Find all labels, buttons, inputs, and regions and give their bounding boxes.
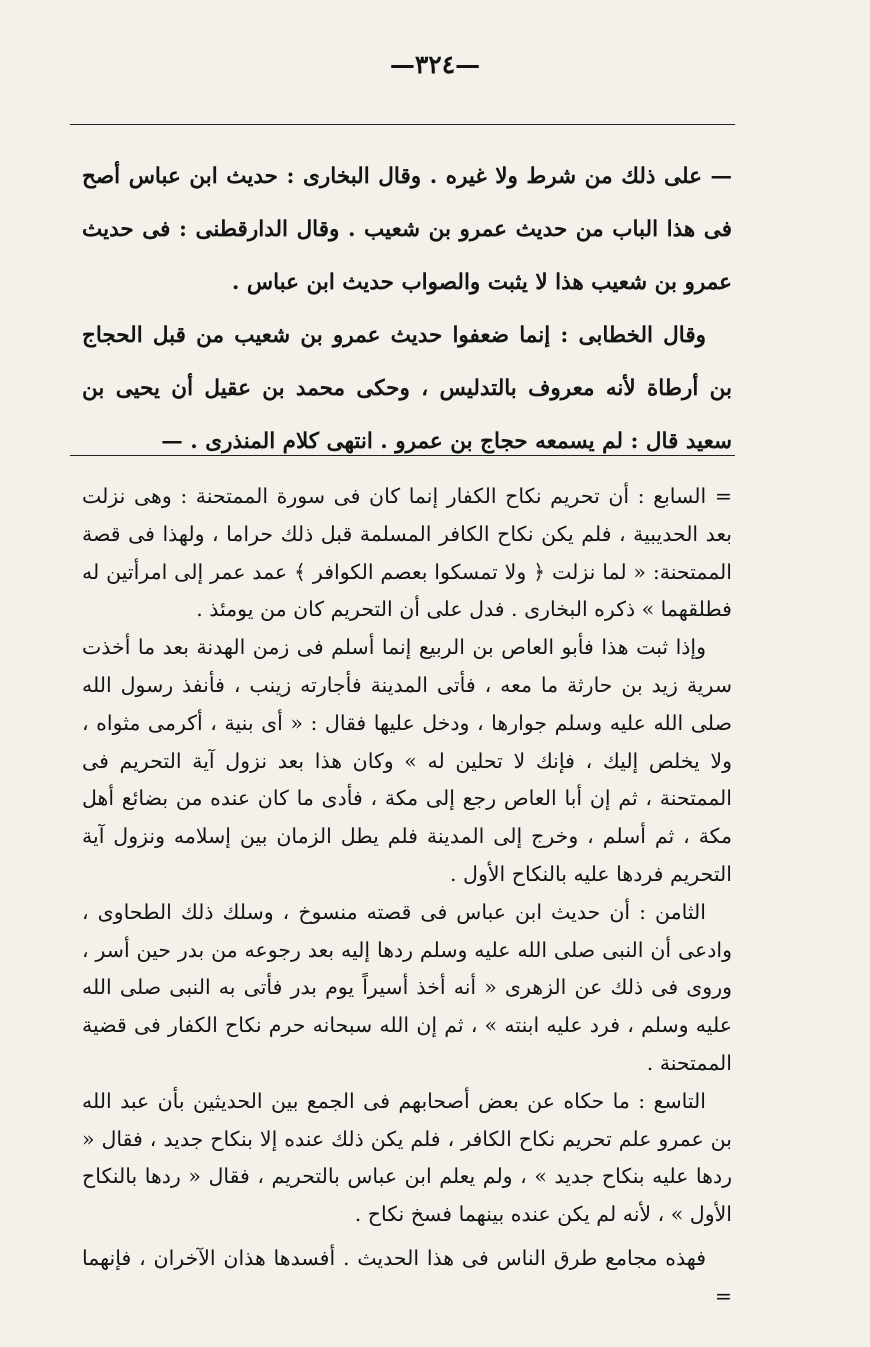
body-paragraph-abu-al-as: وإذا ثبت هذا فأبو العاص بن الربيع إنما أسلم فى زمن الهدنة بعد ما أخذت سرية زيد بن حارثة ما معه ، فأتى المدينة فأجارته زينب ، فأنفذ رسول الله صلى الله عليه وسلم جوارها ، ودخل عليها فقال : « أى بنية ، أكرمى مثواه ، ولا يخلص إليك ، فإنك لا تحلين له » وكان هذا بعد نزول آية التحريم فى الممتحنة ، ثم إن أبا العاص رجع إلى مكة ، فأدى ما كان عنده من بضائع أهل مكة ، ثم أسلم ، وخرج إلى المدينة فلم يطل الزمان بين إسلامه ونزول آية التحريم فردها عليه بالنكاح الأول .	[82, 635, 732, 886]
body-paragraph-summary: فهذه مجامع طرق الناس فى هذا الحديث . أفسدها هذان الآخران ، فإنهما =	[82, 1245, 732, 1308]
body-text-block	[82, 478, 732, 1316]
body-paragraph-ninth: التاسع : ما حكاه عن بعض أصحابهم فى الجمع بين الحديثين بأن عبد الله بن عمرو علم تحريم نكاح الكافر ، فلم يكن ذلك عنده إلا بنكاح جديد ، فقال « ردها عليه بنكاح جديد » ، ولم يعلم ابن عباس بالتحريم ، فقال « ردها بالنكاح الأول » ، لأنه لم يكن عنده بينهما فسخ نكاح .	[82, 1088, 732, 1227]
body-paragraph-seventh: = السابع : أن تحريم نكاح الكفار إنما كان فى سورة الممتحنة : وهى نزلت بعد الحديبية ، فلم يكن نكاح الكافر المسلمة قبل ذلك حراما ، ولهذا فى قصة الممتحنة: « لما نزلت ﴿ ولا تمسكوا بعصم الكوافر ﴾ عمد عمر إلى امرأتين له فطلقهما » ذكره البخارى . فدل على أن التحريم كان من يومئذ .	[82, 484, 732, 622]
footnote-paragraph: وقال الخطابى : إنما ضعفوا حديث عمرو بن شعيب من قبل الحجاج بن أرطاة لأنه معروف بالتدليس ، وحكى محمد بن عقيل أن يحيى بن سعيد قال : لم يسمعه حجاج بن عمرو . انتهى كلام المنذرى . —	[82, 323, 732, 454]
footnote-block	[82, 150, 732, 468]
footnote-paragraph: — على ذلك من شرط ولا غيره . وقال البخارى : حديث ابن عباس أصح فى هذا الباب من حديث عمرو بن شعيب . وقال الدارقطنى : فى حديث عمرو بن شعيب هذا لا يثبت والصواب حديث ابن عباس .	[82, 164, 732, 295]
top-rule	[70, 124, 735, 125]
body-paragraph-eighth: الثامن : أن حديث ابن عباس فى قصته منسوخ ، وسلك ذلك الطحاوى ، وادعى أن النبى صلى الله عليه وسلم ردها إليه بعد رجوعه من بدر حين أسر ، وروى فى ذلك عن الزهرى « أنه أخذ أسيراً يوم بدر فأتى به النبى صلى الله عليه وسلم ، فرد عليه ابنته » ، ثم إن الله سبحانه حرم نكاح الكفار فى قضية الممتحنة .	[82, 899, 732, 1075]
page-number: —٣٢٤—	[389, 50, 481, 79]
separator-rule	[70, 455, 735, 456]
